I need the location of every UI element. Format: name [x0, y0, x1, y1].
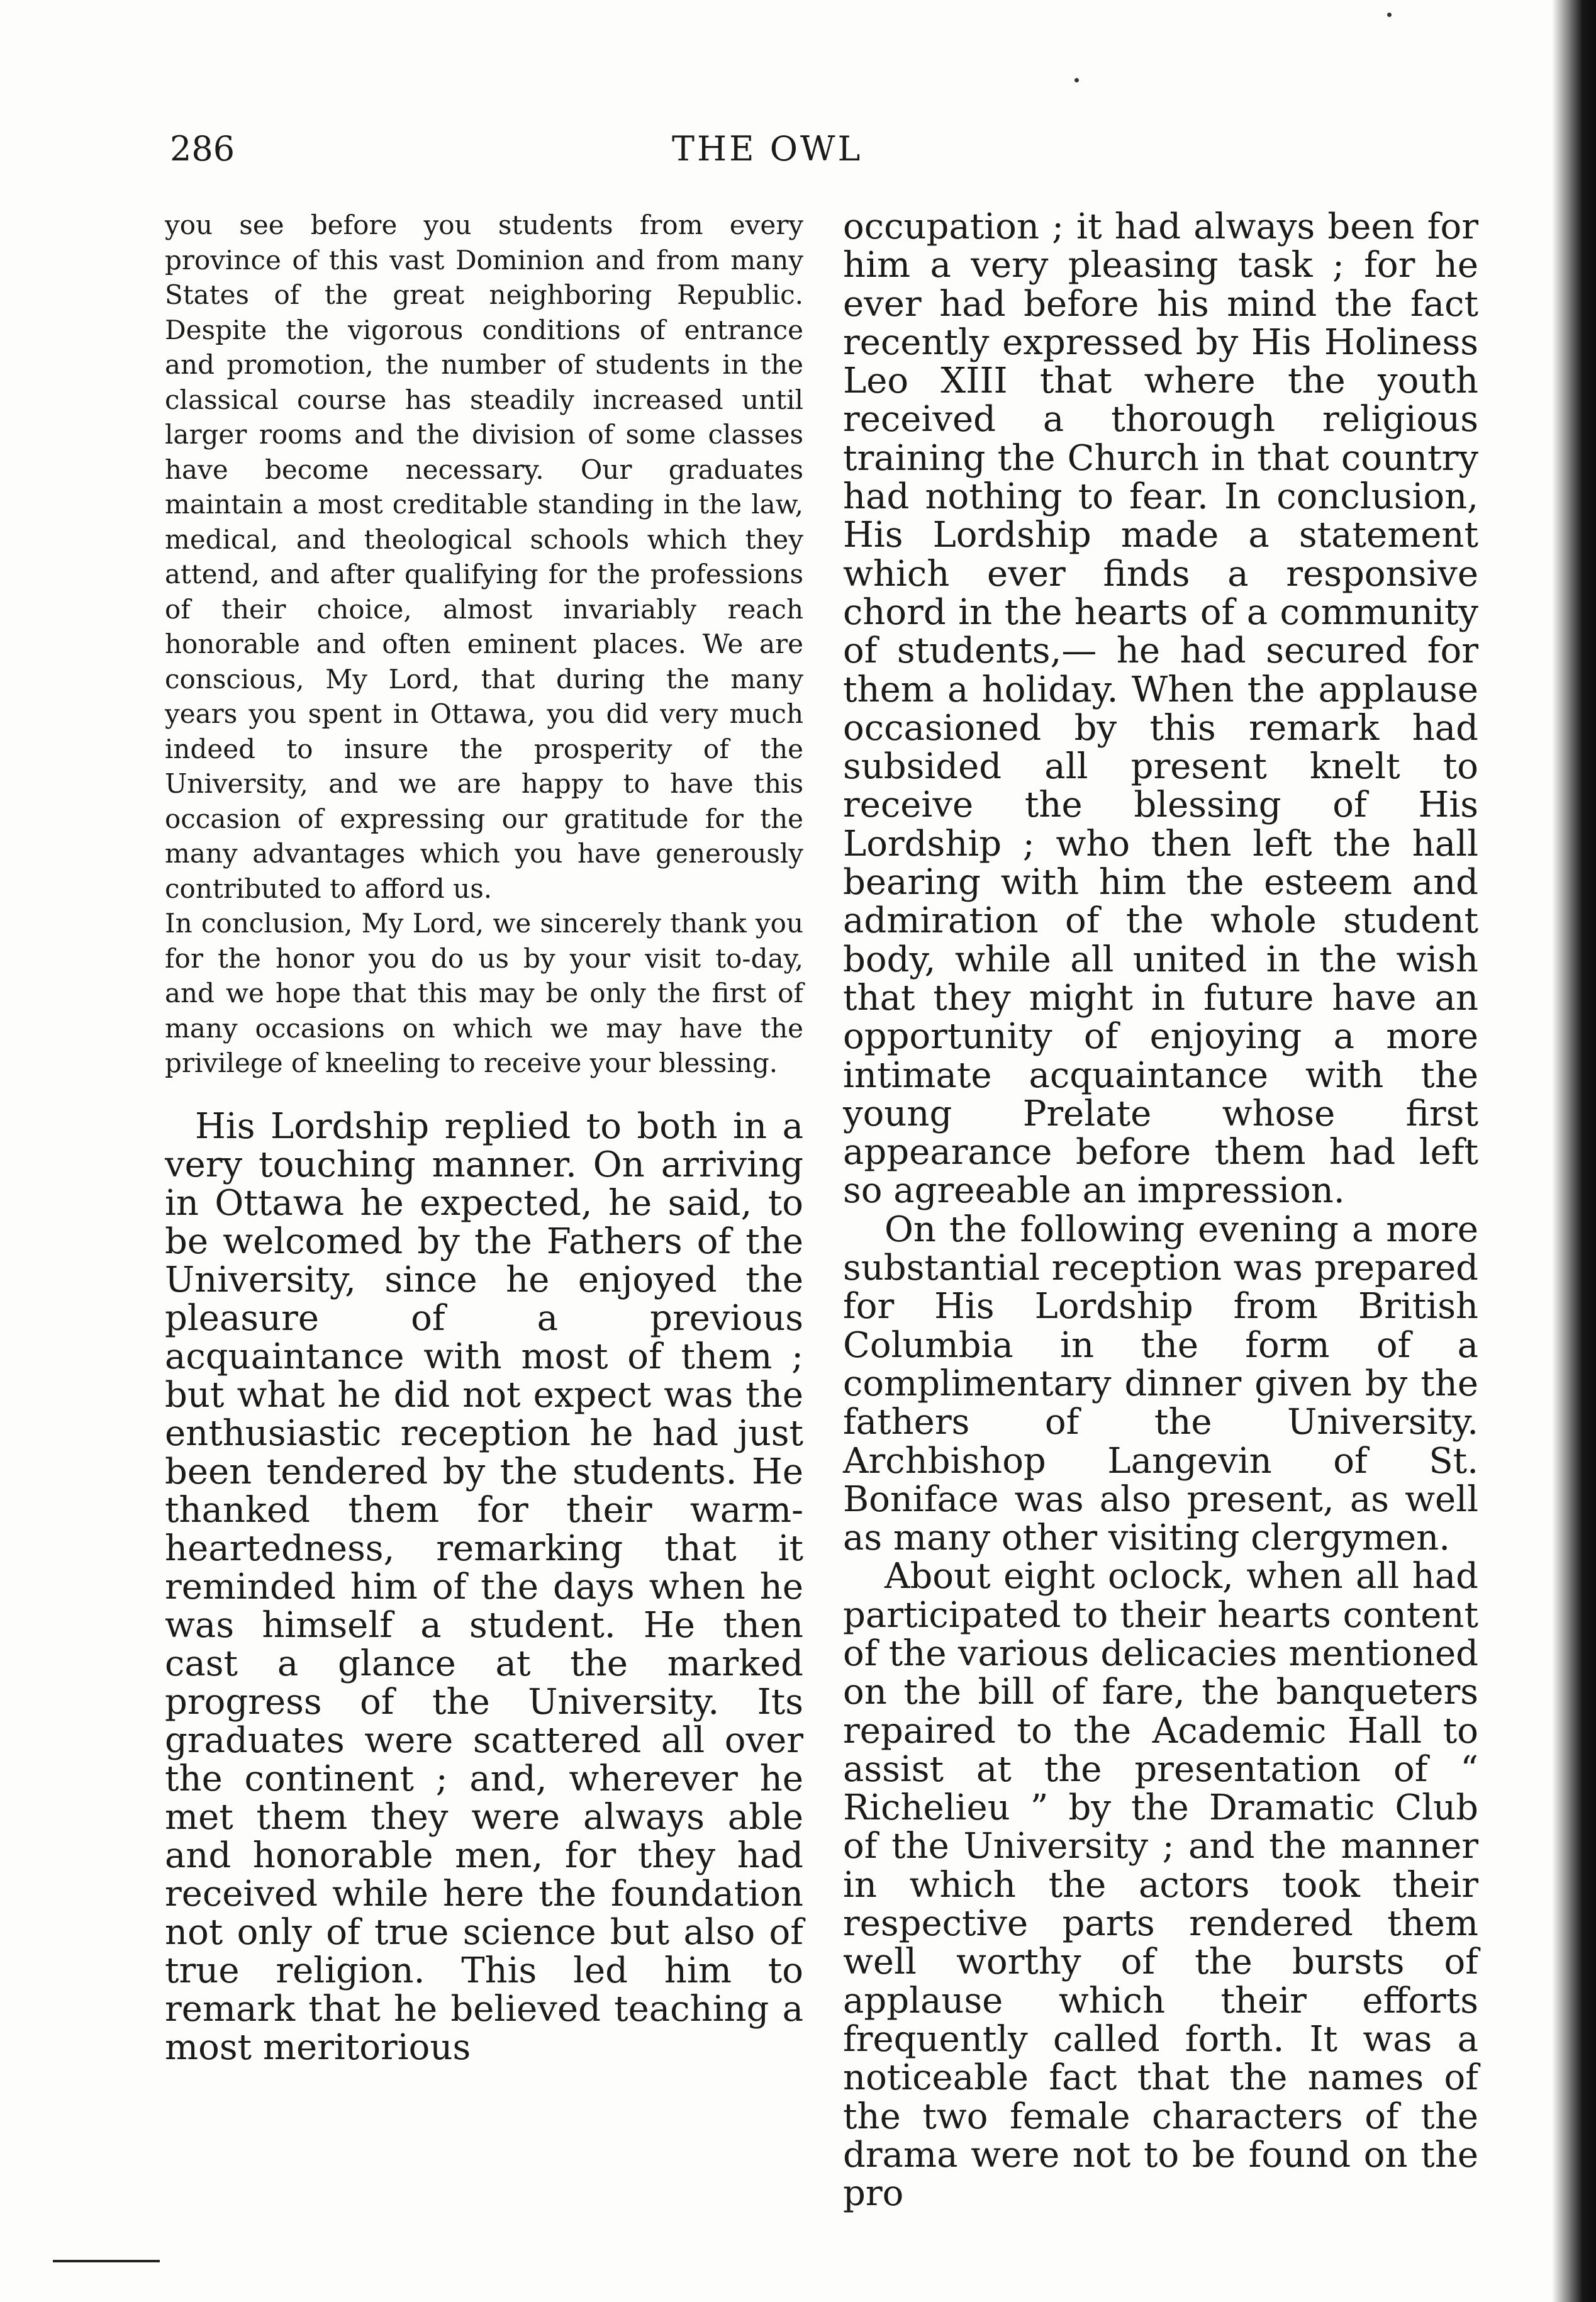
binding-edge-shadow — [1552, 0, 1596, 2302]
address-paragraph: you see before you students from every province of this vast Dominion and from many States of the great neighboring Republic. Despite the vigorous conditions of entrance and promotion, the number of students in the classical course has steadily increased until larger rooms and the division of some classes have become necessary. Our graduates maintain a most creditable standing in the law, medical, and theological schools which they attend, and after qualifying for the professions of their choice, almost invariably reach honorable and often eminent places. We are conscious, My Lord, that during the many years you spent in Ottawa, you did very much indeed to insure the prosperity of the University, and we are happy to have this occasion of expressing our gratitude for the many advantages which you have generously contributed to afford us. — [165, 210, 803, 904]
speck — [1074, 78, 1079, 82]
continued-paragraph: occupation ; it had always been for him a very pleasing task ; for he ever had before his mind the fact recently expressed by His Holiness Leo XIII that where the youth received a thorough religious training the Church in that country had nothing to fear. In conclusion, His Lordship made a statement which ever finds a responsive chord in the hearts of a community of students,— he had secured for them a holiday. When the applause occasioned by this remark had subsided all present knelt to receive the blessing of His Lordship ; who then left the hall bearing with him the esteem and admiration of the whole student body, while all united in the wish that they might in future have an opportunity of enjoying a more intimate acquaintance with the young Prelate whose first appearance before them had left so agreeable an impression. — [843, 206, 1478, 1212]
dinner-paragraph: On the following evening a more substantial reception was prepared for His Lordship from British Columbia in the form of a complimentary dinner given by the fathers of the University. Archbishop Langevin of St. Boniface was also present, as well as many other visiting clergymen. — [843, 1209, 1478, 1559]
theatre-paragraph: About eight oclock, when all had participated to their hearts content of the various delicacies mentioned on the bill of fare, the banqueters repaired to the Academic Hall to assist at the presentation of “ Richelieu ” by the Dramatic Club of the University ; and the manner in which the actors took their respective parts rendered them well worthy of the bursts of applause which their efforts frequently called forth. It was a noticeable fact that the names of the two female characters of the drama were not to be found on the pro — [843, 1556, 1478, 2215]
page-number: 286 — [170, 129, 235, 169]
right-column — [843, 208, 1478, 2213]
running-title: THE OWL — [672, 129, 863, 169]
narrative-paragraph: His Lordship replied to both in a very touching manner. On arriving in Ottawa he expected, he said, to be welcomed by the Fathers of the University, since he enjoyed the pleasure of a previous acquaintance with most of them ; but what he did not expect was the enthusiastic reception he had just been tendered by the students. He thanked them for their warm-heartedness, remarking that it reminded him of the days when he was himself a student. He then cast a glance at the marked progress of the University. Its graduates were scattered all over the continent ; and, wherever he met them they were always able and honorable men, for they had received while here the foundation not only of true science but also of true religion. This led him to remark that he believed teaching a most meritorious — [165, 1105, 803, 2068]
address-closing-paragraph: In conclusion, My Lord, we sincerely thank you for the honor you do us by your visit to-day, and we hope that this may be only the first of many occasions on which we may have the privilege of kneeling to receive your blessing. — [165, 908, 803, 1078]
left-column — [165, 208, 803, 2067]
scan-mark — [53, 2260, 160, 2262]
speck — [1387, 13, 1392, 17]
